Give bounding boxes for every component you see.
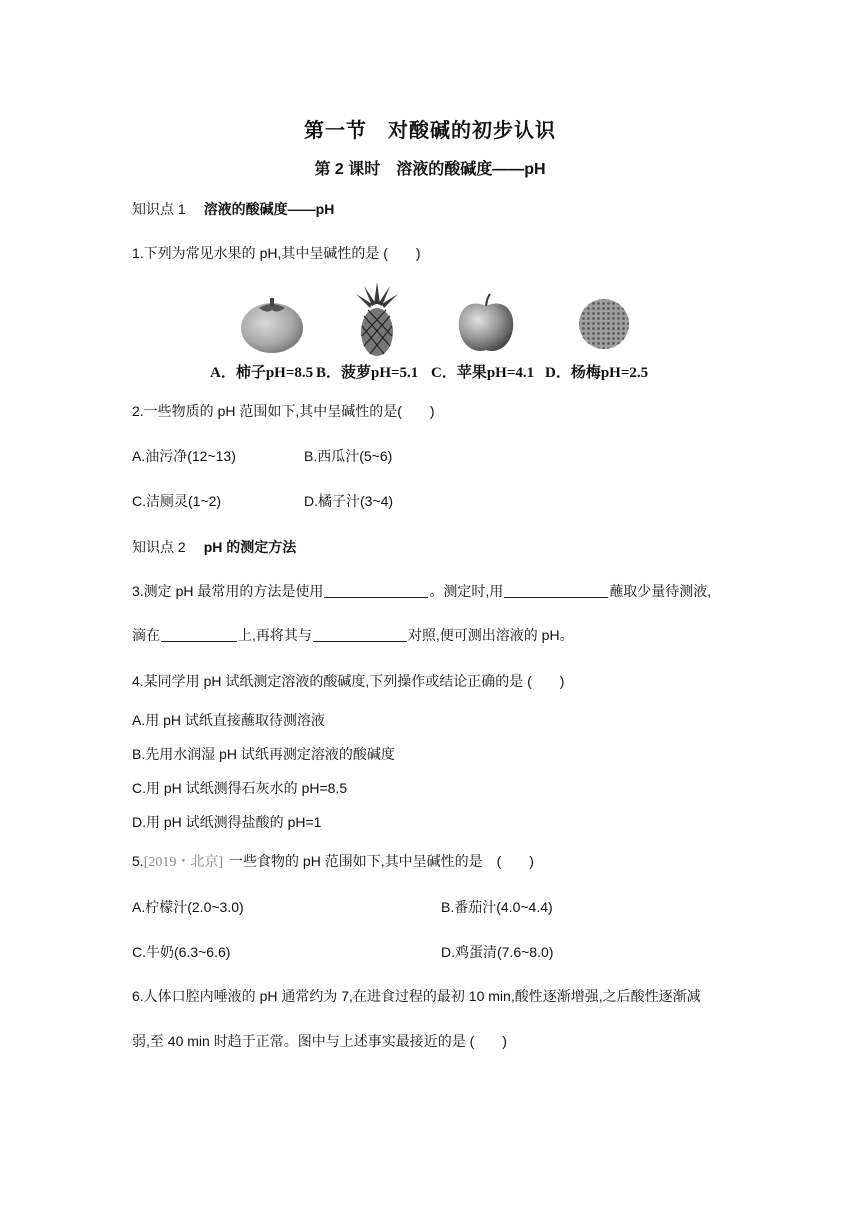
apple-icon bbox=[455, 292, 517, 356]
q1-option-d: D．杨梅pH=2.5 bbox=[545, 365, 649, 381]
knowledge-point-1 bbox=[132, 199, 334, 219]
q5-number: 5. bbox=[132, 853, 144, 869]
answer-blank-4[interactable] bbox=[313, 627, 407, 642]
q5-text: 一些食物的 pH 范围如下,其中呈碱性的是 ( ) bbox=[229, 853, 534, 869]
q4-option-a: A.用 pH 试纸直接蘸取待测溶液 bbox=[132, 712, 325, 728]
q5-option-a: A.柠檬汁(2.0~3.0) bbox=[132, 899, 244, 915]
knowledge-point-1-text: 溶液的酸碱度——pH bbox=[203, 201, 335, 217]
q5-option-c: C.牛奶(6.3~6.6) bbox=[132, 944, 231, 960]
pineapple-icon bbox=[352, 280, 402, 358]
knowledge-point-2 bbox=[132, 537, 296, 557]
knowledge-point-2-prefix: 知识点 2 bbox=[132, 539, 186, 555]
q3-text-3: 蘸取少量待测液, bbox=[609, 583, 712, 599]
q2-option-d: D.橘子汁(3~4) bbox=[304, 493, 394, 509]
section-title: 第一节 对酸碱的初步认识 bbox=[304, 120, 556, 142]
q2-option-b: B.西瓜汁(5~6) bbox=[304, 448, 393, 464]
q3-text-1: 3.测定 pH 最常用的方法是使用 bbox=[132, 583, 324, 599]
answer-blank-1[interactable] bbox=[324, 583, 428, 598]
answer-blank-3[interactable] bbox=[161, 627, 237, 642]
q2-option-a: A.油污净(12~13) bbox=[132, 448, 236, 464]
q1-option-a: A．柿子pH=8.5 bbox=[210, 365, 314, 381]
q5-option-b: B.番茄汁(4.0~4.4) bbox=[441, 899, 553, 915]
knowledge-point-1-prefix: 知识点 1 bbox=[132, 201, 186, 217]
question-6-line-2: 弱,至 40 min 时趋于正常。图中与上述事实最接近的是 ( ) bbox=[132, 1033, 507, 1049]
lesson-subtitle: 第 2 课时 溶液的酸碱度——pH bbox=[314, 161, 546, 178]
question-4-stem: 4.某同学用 pH 试纸测定溶液的酸碱度,下列操作或结论正确的是 ( ) bbox=[132, 673, 565, 689]
question-6-line-1: 6.人体口腔内唾液的 pH 通常约为 7,在进食过程的最初 10 min,酸性逐渐增强,之后酸性逐渐减 bbox=[132, 988, 701, 1004]
q3-text-4: 滴在 bbox=[132, 627, 160, 643]
q4-option-d: D.用 pH 试纸测得盐酸的 pH=1 bbox=[132, 814, 322, 830]
q3-text-2: 。测定时,用 bbox=[429, 583, 504, 599]
q3-text-6: 对照,便可测出溶液的 pH。 bbox=[407, 627, 574, 643]
question-2-stem: 2.一些物质的 pH 范围如下,其中呈碱性的是( ) bbox=[132, 403, 435, 419]
question-3-line-2 bbox=[132, 625, 574, 645]
question-5-stem bbox=[132, 851, 534, 871]
knowledge-point-2-text: pH 的测定方法 bbox=[203, 539, 297, 555]
question-3-line-1 bbox=[132, 581, 711, 601]
q1-option-b: B．菠萝pH=5.1 bbox=[316, 365, 419, 381]
q2-option-c: C.洁厕灵(1~2) bbox=[132, 493, 222, 509]
q4-option-b: B.先用水润湿 pH 试纸再测定溶液的酸碱度 bbox=[132, 746, 395, 762]
persimmon-icon bbox=[237, 292, 307, 356]
question-1-stem: 1.下列为常见水果的 pH,其中呈碱性的是 ( ) bbox=[132, 245, 421, 261]
q1-option-c: C．苹果pH=4.1 bbox=[431, 365, 535, 381]
q3-text-5: 上,再将其与 bbox=[238, 627, 312, 643]
q4-option-c: C.用 pH 试纸测得石灰水的 pH=8.5 bbox=[132, 780, 348, 796]
q5-source: [2019・北京] bbox=[143, 855, 224, 870]
answer-blank-2[interactable] bbox=[504, 583, 608, 598]
q5-option-d: D.鸡蛋清(7.6~8.0) bbox=[441, 944, 554, 960]
bayberry-icon bbox=[576, 296, 632, 352]
